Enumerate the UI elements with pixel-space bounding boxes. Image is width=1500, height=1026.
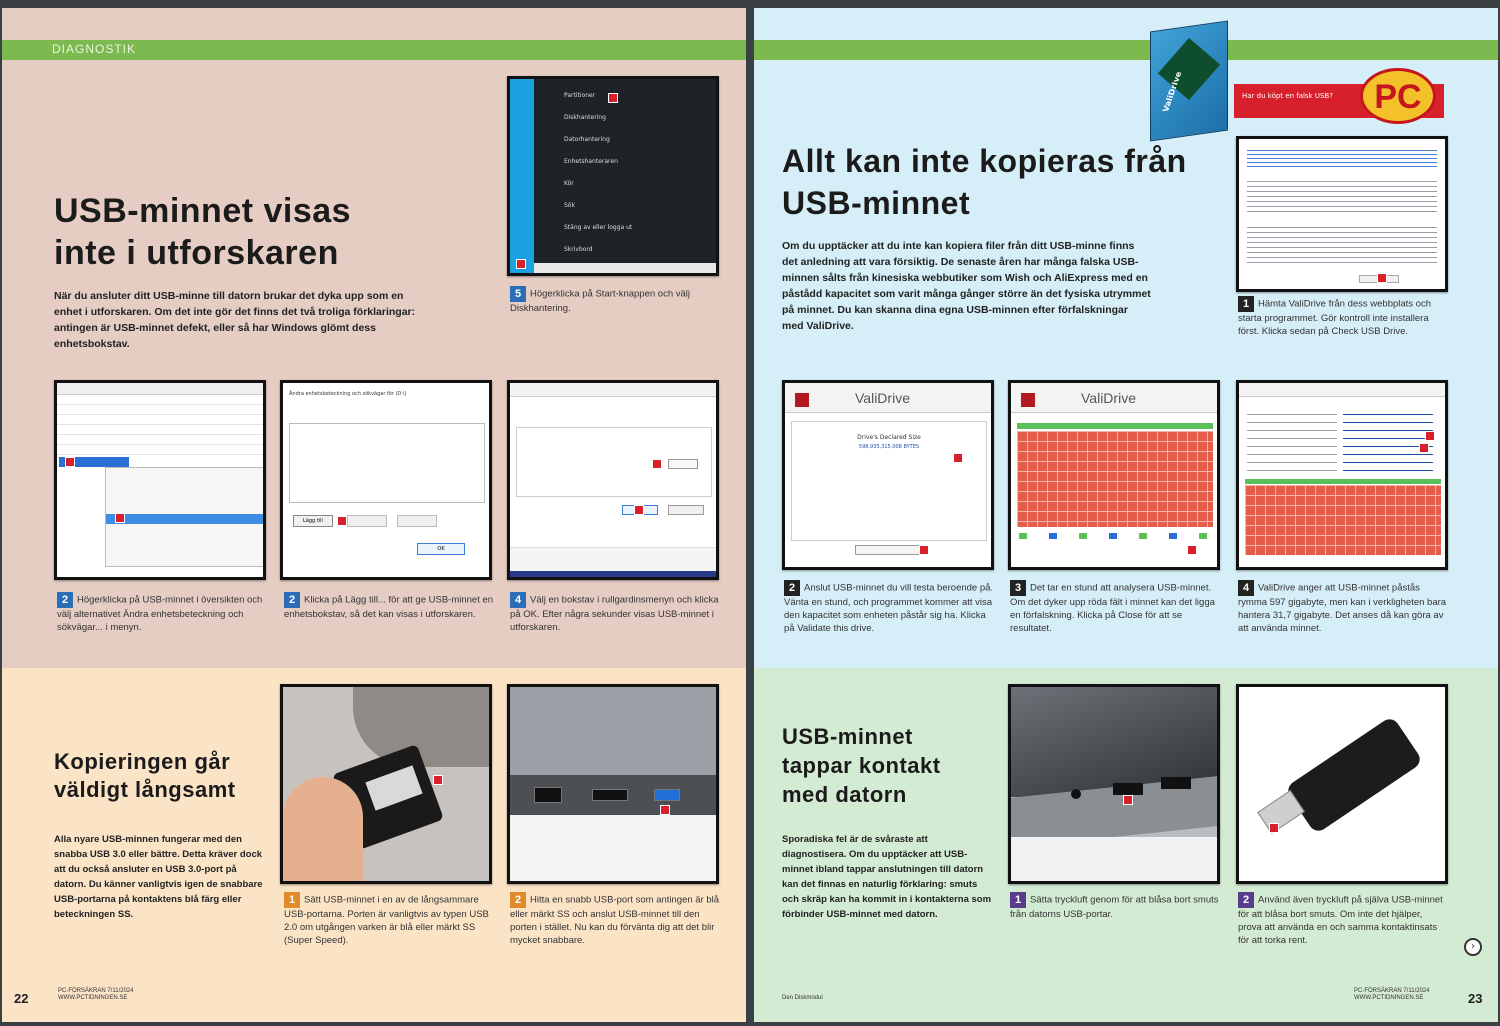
caption-r-step1 (1238, 296, 1448, 338)
caption-bottom-2 (510, 892, 720, 947)
step-number: 2 (510, 892, 526, 908)
dialog-list (289, 423, 485, 503)
caption-step5 (510, 286, 720, 315)
caption-text: Sätt USB-minnet i en av de långsammare USB-portarna. Porten är vanligtvis av typen USB 2.0 om utgången varken är blå eller märkt SS (Super Speed). (284, 894, 489, 946)
menu-item[interactable]: Diskhantering (564, 114, 606, 121)
menu-item[interactable]: Skrivbord (564, 246, 593, 253)
step-number: 2 (284, 592, 300, 608)
caption-text: Högerklicka på USB-minnet i översikten och välj alternativet Ändra enhetsbeteckning och sökvägar... i menyn. (57, 594, 263, 633)
declared-size-label: Drive's Declared Size (857, 434, 921, 441)
hdmi-port (592, 789, 628, 801)
right-bottom-body: Sporadiska fel är de svåraste att diagnostisera. Om du upptäcker att USB-minnet ibland tappar anslutningen till datorn kan det finnas en naturlig förklaring: smuts och skräp kan ha kommit in i kontakterna som förbinder USB-minnet med datorn. (782, 834, 992, 920)
next-page-arrow-icon[interactable]: › (1464, 938, 1482, 956)
right-lead: Om du upptäcker att du inte kan kopiera filer från ditt USB-minne finns det anledning att vara försiktig. De senaste åren har många falska USB-minnen sålts från kinesiska webbutiker som Wish och AliExpress med en påstådd kapacitet som varit många gånger större än det fysiska utrymmet på minnet. Du kan skanna dina egna USB-minnen efter förfalskningar med ValiDrive. (782, 240, 1151, 332)
drive-letter-dialog-screenshot (280, 380, 492, 580)
window-header (510, 383, 716, 397)
table-row (57, 445, 263, 455)
web-paragraph (1247, 177, 1437, 213)
usb-ports-photo (507, 684, 719, 884)
ethernet-port (534, 787, 562, 803)
scan-grid (1017, 431, 1213, 527)
assign-letter-screenshot (507, 380, 719, 580)
validrive-box (1150, 21, 1228, 142)
marker (1425, 431, 1435, 441)
usb-plug-photo (280, 684, 492, 884)
caption-text: Hämta ValiDrive från dess webbplats och starta programmet. Gör kontroll inte installera först. Klicka sedan på Check USB Drive. (1238, 298, 1432, 337)
results-header (1239, 383, 1445, 397)
caption-r-step2 (784, 580, 994, 635)
marker (516, 259, 526, 269)
page-number: 22 (14, 991, 29, 1006)
pc-logo: PC (1360, 68, 1436, 124)
marker (1269, 823, 1279, 833)
marker (433, 775, 443, 785)
taskbar (534, 263, 719, 273)
scan-legend (1019, 533, 1209, 539)
laptop-edge (353, 687, 492, 767)
footer-left-text: Den Diskmodul (782, 995, 823, 1001)
letter-dropdown[interactable] (668, 459, 698, 469)
step-number: 5 (510, 286, 526, 302)
usb-port (1113, 783, 1143, 795)
validrive-icon (795, 393, 809, 407)
marker (608, 93, 618, 103)
caption-step2a (57, 592, 267, 634)
right-page (754, 8, 1498, 1022)
start-menu-screenshot (507, 76, 719, 276)
start-menu-list (524, 85, 714, 261)
caption-step2b (284, 592, 494, 621)
caption-text: Använd även tryckluft på själva USB-minnet för att blåsa bort smuts. Om inte det hjälper, prova att använda en och samma kontaktinsats för att torka rent. (1238, 894, 1443, 946)
page-number: 23 (1468, 991, 1483, 1006)
usb-stick-body (1284, 715, 1423, 834)
caption-text: Hitta en snabb USB-port som antingen är blå eller märkt SS och anslut USB-minnet till den porten i stället. Nu kan du förvänta dig att det blir mycket snabbare. (510, 894, 720, 946)
caption-text: Anslut USB-minnet du vill testa beroende på. Vänta en stund, och programmet kommer att visa den kapacitet som enheten påstår sig ha. Klicka på Validate this drive. (784, 582, 994, 634)
section-label: DIAGNOSTIK (52, 42, 137, 56)
caption-r-step3 (1010, 580, 1220, 635)
step-number: 3 (1010, 580, 1026, 596)
footer-text: PC-FÖRSÄKRAN 7/11/2024 WWW.PCTIDNINGEN.SE (1354, 988, 1430, 1001)
caption-text: Välj en bokstav i rullgardinsmenyn och klicka på OK. Efter några sekunder visas USB-minnet i utforskaren. (510, 594, 719, 633)
left-lead: När du ansluter ditt USB-minne till datorn brukar det dyka upp som en enhet i utforskaren. Om det inte gör det finns det två troliga förklaringar: antingen är USB-minnet defekt, eller så har Windows glömt dess enhetsbokstav. (54, 290, 416, 350)
audio-port (1071, 789, 1081, 799)
results-grid (1245, 485, 1441, 555)
table-row (57, 405, 263, 415)
validrive-declared-screenshot (782, 380, 994, 570)
table-row (57, 395, 263, 405)
marker (1123, 795, 1133, 805)
disk-management-screenshot (54, 380, 266, 580)
caption-text: Sätta tryckluft genom för att blåsa bort smuts från datorns USB-portar. (1010, 894, 1219, 920)
caption-r-bottom-2 (1238, 892, 1448, 947)
ok-button[interactable]: OK (417, 543, 465, 555)
marker (1419, 443, 1429, 453)
laptop-ports-photo (1008, 684, 1220, 884)
caption-bottom-1 (284, 892, 494, 947)
validrive-header: ValiDrive (785, 383, 991, 413)
marker (634, 505, 644, 515)
usb-port (1161, 777, 1191, 789)
change-button[interactable] (347, 515, 387, 527)
results-values (1343, 407, 1433, 471)
validrive-icon (1021, 393, 1035, 407)
photo-background (510, 815, 716, 881)
marker (652, 459, 662, 469)
caption-text: Högerklicka på Start-knappen och välj Diskhantering. (510, 288, 691, 314)
validrive-website-screenshot (1236, 136, 1448, 292)
menu-item[interactable]: Partitioner (564, 92, 596, 99)
menu-item[interactable]: Enhetshanteraren (564, 158, 618, 165)
web-header-text (1247, 147, 1437, 167)
table-header (57, 383, 263, 395)
caption-step4 (510, 592, 720, 634)
marker (1377, 273, 1387, 283)
caption-r-step4 (1238, 580, 1448, 635)
validrive-scan-screenshot (1008, 380, 1220, 570)
menu-item[interactable]: Sök (564, 202, 575, 209)
step-number: 4 (510, 592, 526, 608)
usb3-port (654, 789, 680, 801)
remove-button[interactable] (397, 515, 437, 527)
step-number: 4 (1238, 580, 1254, 596)
validrive-results-screenshot (1236, 380, 1448, 570)
menu-item[interactable]: Datorhantering (564, 136, 610, 143)
menu-item[interactable]: Kör (564, 180, 574, 187)
step-number: 2 (784, 580, 800, 596)
taskbar (510, 571, 716, 577)
valid-region-bar (1017, 423, 1213, 429)
marker (65, 457, 75, 467)
marker (660, 805, 670, 815)
marker (337, 516, 347, 526)
add-button[interactable]: Lägg till (293, 515, 333, 527)
caption-text: Det tar en stund att analysera USB-minnet. Om det dyker upp röda fält i minnet kan det ligga en förfalskning. Klicka på Close för att se resultatet. (1010, 582, 1215, 634)
step-number: 2 (57, 592, 73, 608)
footer-text: PC-FÖRSÄKRAN 7/11/2024 WWW.PCTIDNINGEN.SE (58, 988, 134, 1001)
results-labels (1247, 407, 1337, 471)
laptop-keyboard-area (510, 687, 716, 777)
context-menu-highlight[interactable] (106, 514, 264, 524)
dialog-title: Ändra enhetsbeteckning och sökvägar för (D:\) (289, 391, 407, 397)
cancel-button[interactable] (668, 505, 704, 515)
table-row (57, 415, 263, 425)
caption-r-bottom-1 (1010, 892, 1220, 921)
step-number: 1 (1010, 892, 1026, 908)
table-row (57, 435, 263, 445)
finger (283, 777, 363, 884)
validrive-header: ValiDrive (1011, 383, 1217, 413)
menu-item[interactable]: Stäng av eller logga ut (564, 224, 633, 231)
marker (1187, 545, 1197, 555)
right-bottom-title: USB-minnet tappar kontakt med datorn (782, 724, 941, 807)
left-bottom-title: Kopieringen går väldigt långsamt (54, 749, 236, 802)
left-page (2, 8, 746, 1022)
step-number: 1 (284, 892, 300, 908)
table-row (57, 425, 263, 435)
web-paragraph (1247, 223, 1437, 267)
step-number: 1 (1238, 296, 1254, 312)
right-title: Allt kan inte kopieras från USB-minnet (782, 143, 1187, 221)
usb-stick-photo (1236, 684, 1448, 884)
left-title: USB-minnet visas inte i utforskaren (54, 192, 352, 272)
photo-background (1011, 837, 1217, 881)
marker (919, 545, 929, 555)
validate-button[interactable] (855, 545, 925, 555)
declared-size-value: 598,935,315,008 BYTES (858, 444, 920, 450)
marker (115, 513, 125, 523)
marker (953, 453, 963, 463)
badge-text: Har du köpt en falsk USB? (1242, 92, 1333, 100)
context-menu (105, 467, 265, 567)
caption-text: Klicka på Lägg till... för att ge USB-minnet en enhetsbokstav, så det kan visas i utforskaren. (284, 594, 494, 620)
box-label: ValiDrive (1161, 70, 1184, 113)
validrive-panel (791, 421, 987, 541)
section-bar (754, 40, 1498, 60)
step-number: 2 (1238, 892, 1254, 908)
caption-text: ValiDrive anger att USB-minnet påstås rymma 597 gigabyte, men kan i verkligheten bara hantera 31,7 gigabyte. Det anses då kan göra av att använda minnet. (1238, 582, 1447, 634)
valid-region-bar (1245, 479, 1441, 484)
left-bottom-body: Alla nyare USB-minnen fungerar med den snabba USB 3.0 eller bättre. Detta kräver dock att du också ansluter en USB 3.0-port på datorn. Du känner vanligtvis igen de snabbare USB-portarna på kontaktens blå färg eller beteckningen SS. (54, 834, 263, 920)
